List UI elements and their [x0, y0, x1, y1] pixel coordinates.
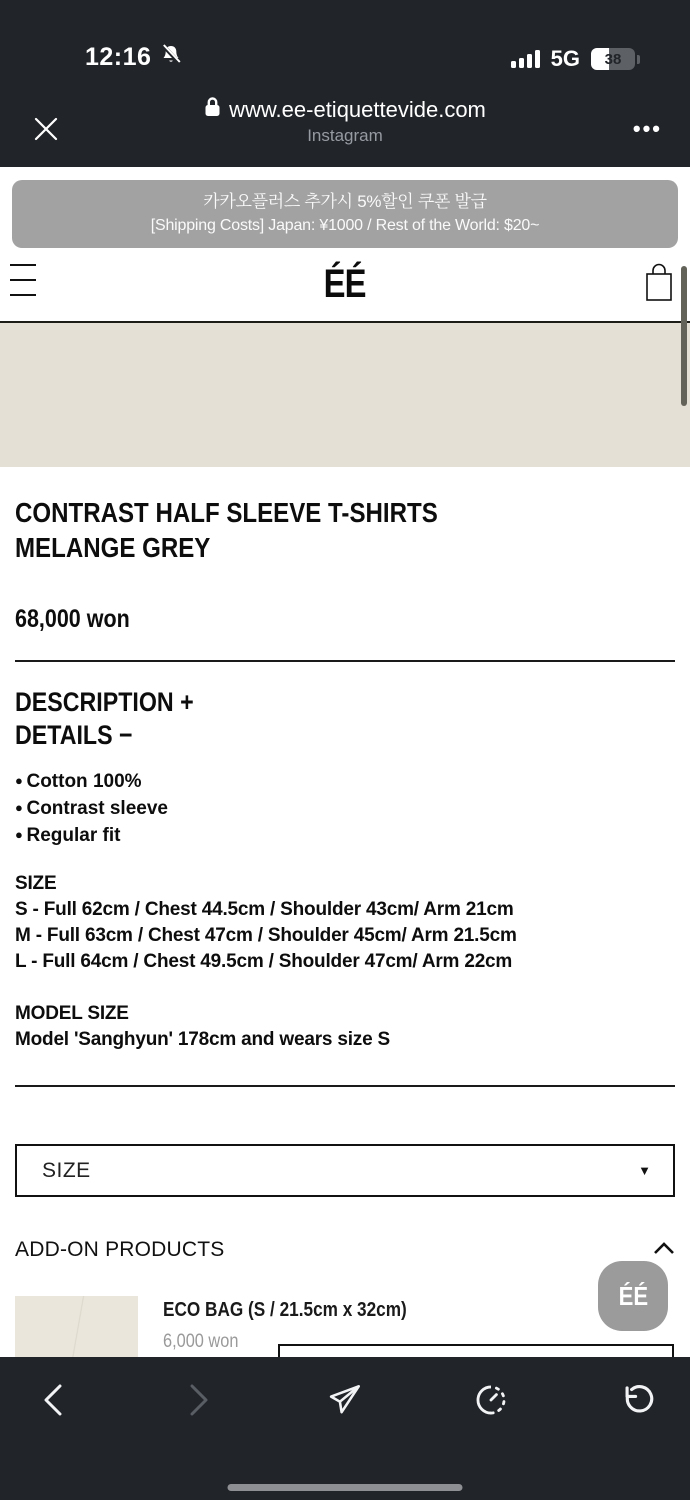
- browser-url-block[interactable]: [0, 96, 690, 146]
- section-toggles: [15, 686, 675, 752]
- site-logo[interactable]: ÉÉ: [323, 262, 367, 306]
- battery-nub: [637, 55, 640, 64]
- lock-icon: [204, 96, 221, 124]
- product-content: [0, 495, 690, 1388]
- details-toggle[interactable]: DETAILS −: [15, 720, 133, 750]
- details-bullet-list: [15, 768, 675, 849]
- product-price: 68,000 won: [15, 605, 130, 633]
- menu-icon[interactable]: [10, 264, 36, 309]
- cellular-signal-icon: [511, 50, 540, 68]
- battery-icon: [591, 48, 635, 70]
- bullet-item: ● Regular fit: [15, 822, 675, 849]
- history-icon[interactable]: [474, 1383, 508, 1417]
- addon-products-header[interactable]: [15, 1238, 675, 1262]
- notice-banner[interactable]: [12, 180, 678, 248]
- product-title-line2: MELANGE GREY: [15, 532, 211, 563]
- size-info-header: SIZE: [15, 873, 57, 894]
- notice-line-1: 카카오플러스 추가시 5%할인 쿠폰 발급: [203, 192, 487, 211]
- chevron-down-icon: ▼: [638, 1163, 651, 1178]
- browser-bar: [0, 90, 690, 167]
- browser-app-name: Instagram: [307, 126, 383, 145]
- product-title: [15, 495, 675, 565]
- addon-item-price: 6,000 won: [163, 1331, 239, 1352]
- size-line: L - Full 64cm / Chest 49.5cm / Shoulder 47cm/ Arm 22cm: [15, 951, 513, 972]
- cart-bag-icon[interactable]: [642, 260, 676, 311]
- browser-url: www.ee-etiquettevide.com: [229, 97, 486, 122]
- divider: [15, 1085, 675, 1087]
- brand-floating-label: ÉÉ: [618, 1280, 648, 1311]
- forward-icon[interactable]: [182, 1383, 216, 1417]
- status-bar: [0, 0, 690, 90]
- size-line: S - Full 62cm / Chest 44.5cm / Shoulder 43cm/ Arm 21cm: [15, 899, 514, 920]
- home-indicator[interactable]: [228, 1484, 463, 1491]
- send-icon[interactable]: [328, 1383, 362, 1417]
- network-type: 5G: [550, 46, 580, 71]
- model-size-header: MODEL SIZE: [15, 1003, 129, 1024]
- size-select-label: SIZE: [42, 1158, 91, 1182]
- notice-line-2: [Shipping Costs] Japan: ¥1000 / Rest of the World: $20~: [150, 217, 540, 234]
- bullet-item: ● Cotton 100%: [15, 768, 675, 795]
- product-title-line1: CONTRAST HALF SLEEVE T-SHIRTS: [15, 497, 438, 528]
- size-info: [15, 871, 675, 975]
- back-icon[interactable]: [36, 1383, 70, 1417]
- size-line: M - Full 63cm / Chest 47cm / Shoulder 45cm/ Arm 21.5cm: [15, 925, 517, 946]
- model-size-text: Model 'Sanghyun' 178cm and wears size S: [15, 1029, 391, 1050]
- bell-slash-icon: [159, 43, 183, 72]
- addon-item-name: ECO BAG (S / 21.5cm x 32cm): [163, 1299, 407, 1321]
- bullet-item: ● Contrast sleeve: [15, 795, 675, 822]
- addon-products-title: ADD-ON PRODUCTS: [15, 1238, 225, 1261]
- chevron-up-icon[interactable]: [653, 1241, 675, 1260]
- more-options-icon[interactable]: •••: [632, 115, 662, 141]
- product-image[interactable]: [0, 323, 690, 467]
- model-size-info: [15, 1001, 675, 1053]
- battery-percent: 38: [604, 50, 622, 68]
- brand-floating-button[interactable]: [598, 1261, 668, 1331]
- refresh-icon[interactable]: [620, 1383, 654, 1417]
- size-select-dropdown[interactable]: [15, 1144, 675, 1197]
- scrollbar-thumb[interactable]: [681, 266, 687, 406]
- description-toggle[interactable]: DESCRIPTION +: [15, 687, 194, 717]
- clock: 12:16: [85, 43, 152, 71]
- divider: [15, 660, 675, 662]
- site-header: [0, 248, 690, 323]
- bottom-nav-bar: [0, 1357, 690, 1500]
